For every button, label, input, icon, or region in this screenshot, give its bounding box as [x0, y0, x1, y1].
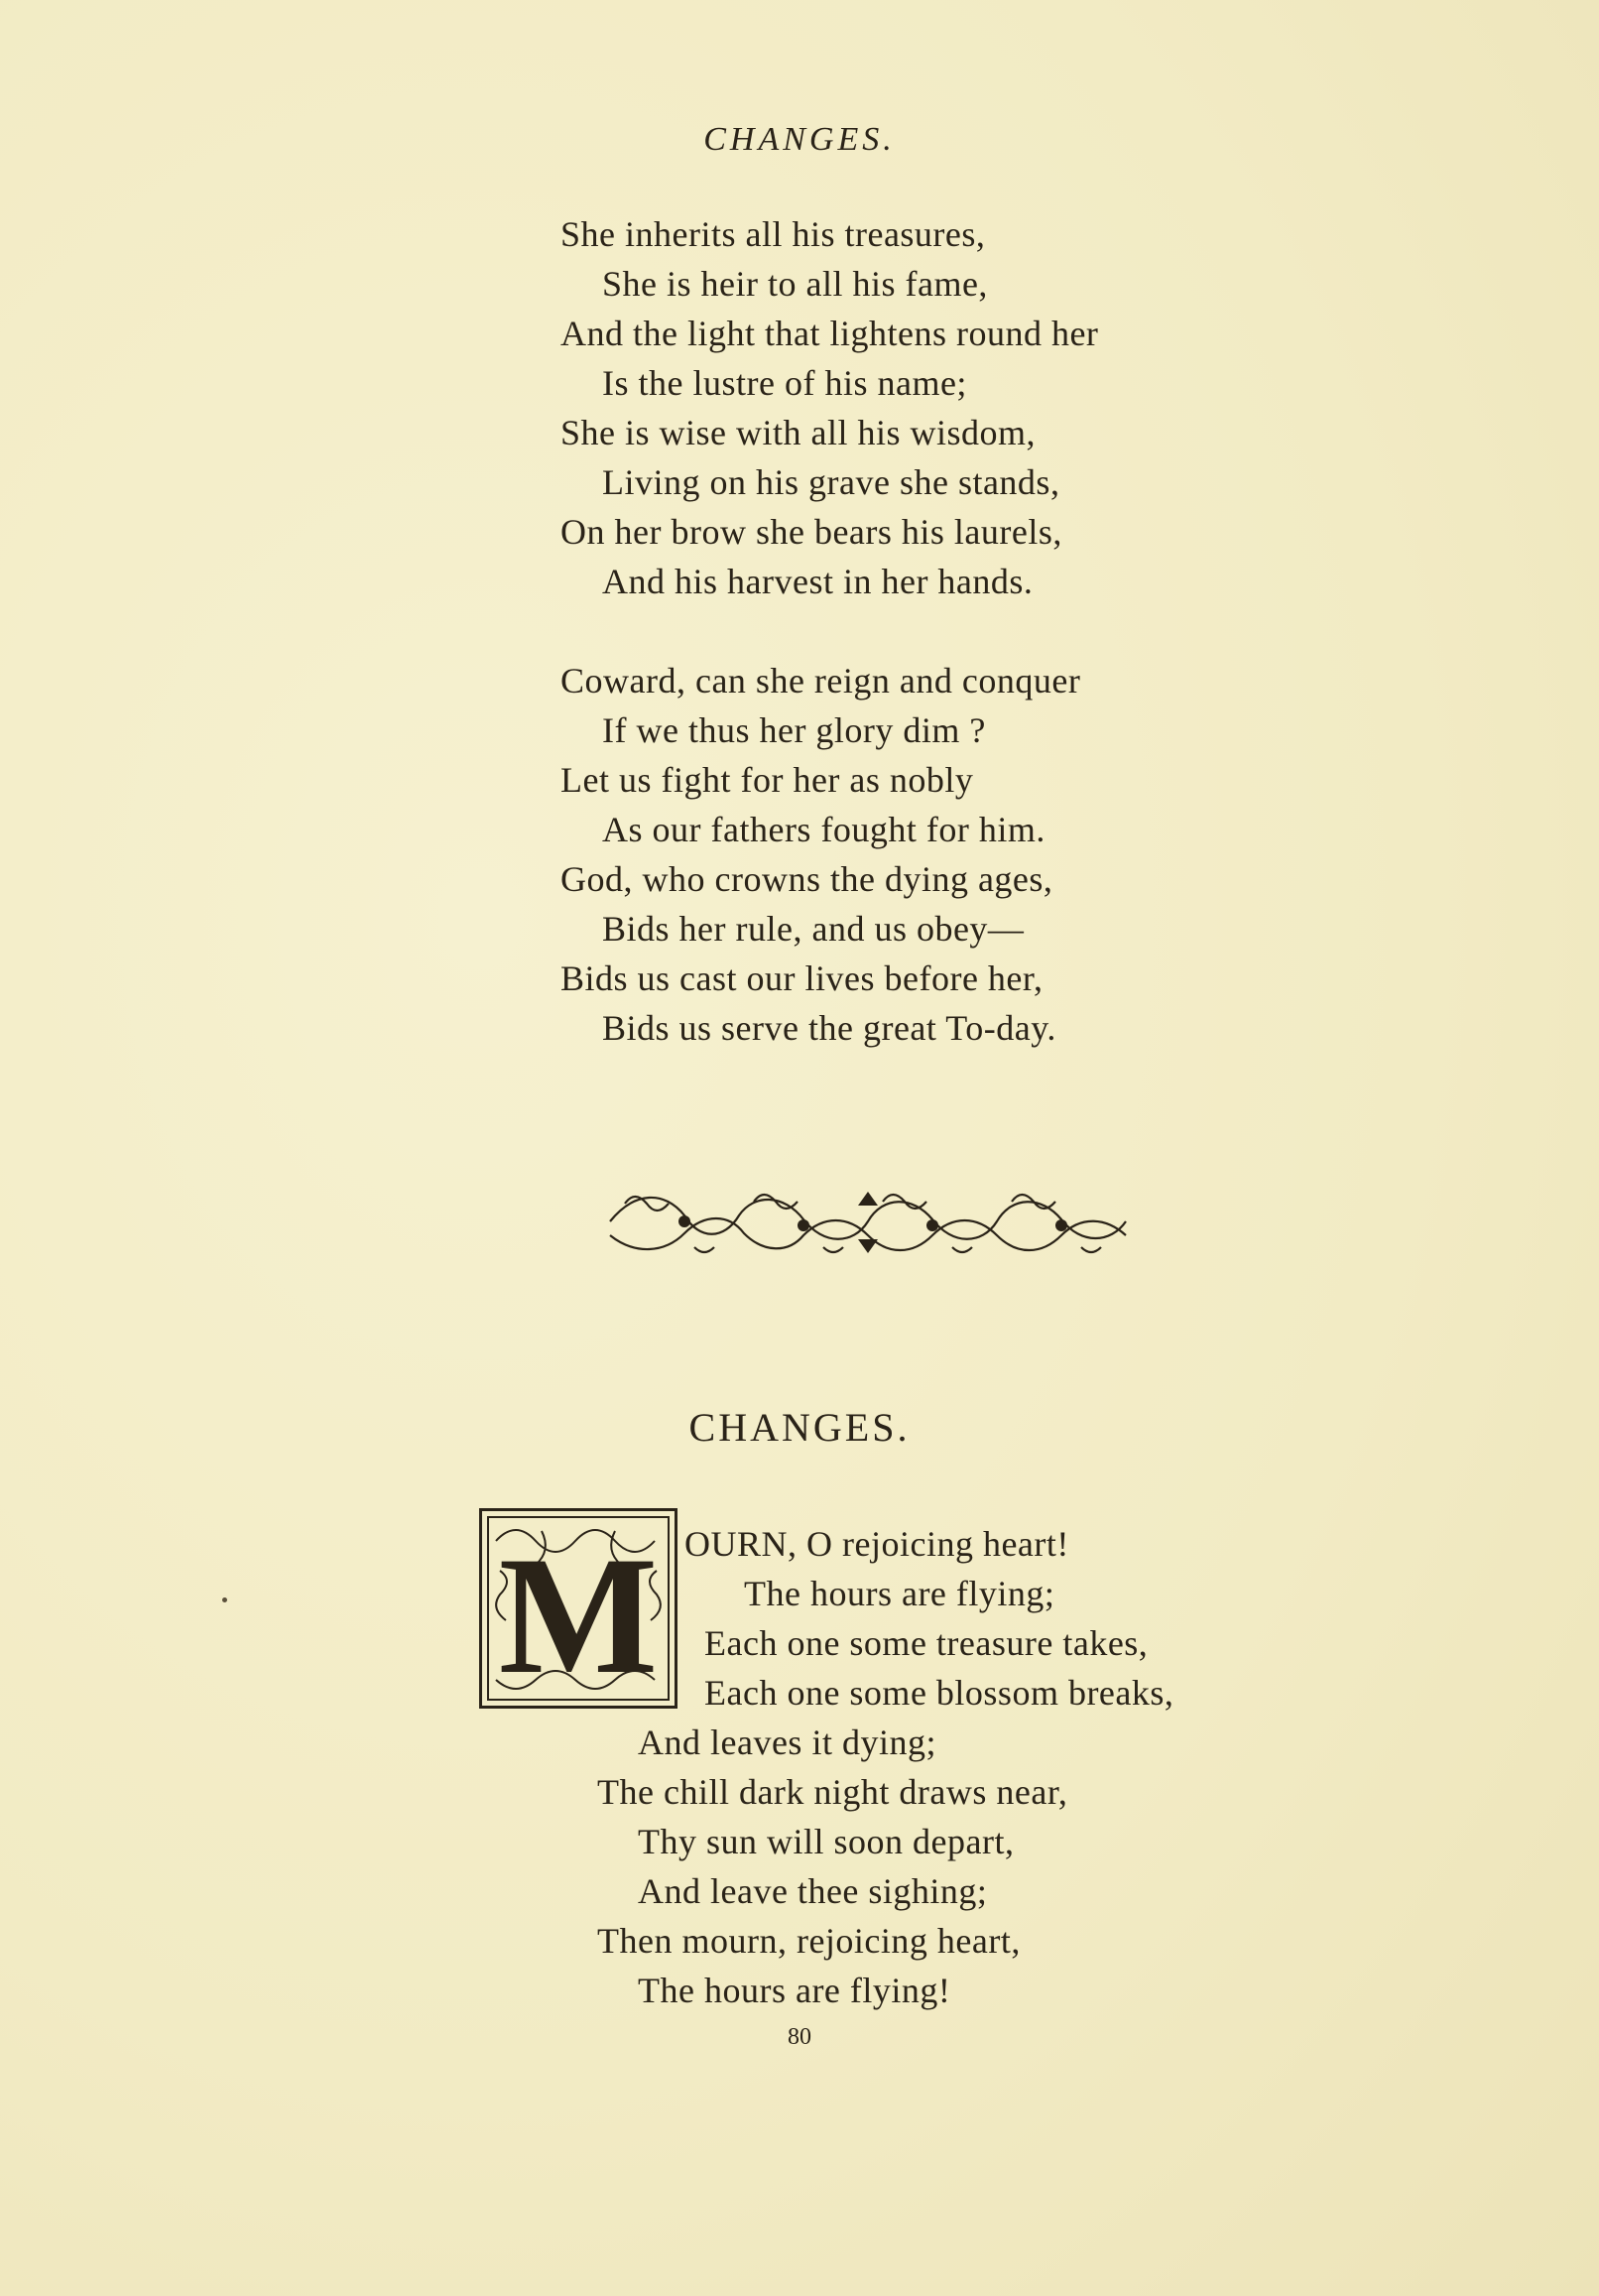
running-head: CHANGES. — [703, 121, 896, 158]
poem-line: And leave thee sighing; — [638, 1871, 988, 1911]
svg-text:M: M — [498, 1522, 659, 1706]
poem-line: If we thus her glory dim ? — [602, 710, 986, 750]
ornamental-letter-icon — [482, 1511, 675, 1706]
poem-line: And leaves it dying; — [638, 1722, 936, 1762]
paper-speck — [222, 1597, 227, 1602]
poem-line: Is the lustre of his name; — [602, 363, 967, 403]
poem-line: Each one some blossom breaks, — [704, 1673, 1174, 1713]
poem-title: CHANGES. — [688, 1405, 911, 1450]
poem-line: Coward, can she reign and conquer — [560, 661, 1081, 701]
poem-line: Bids us serve the great To-day. — [602, 1008, 1056, 1048]
poem-line: As our fathers fought for him. — [602, 810, 1046, 849]
page-number: 80 — [788, 2024, 811, 2050]
poem-line: The hours are flying! — [638, 1971, 951, 2010]
floral-ornament — [605, 1186, 1131, 1257]
poem-line: She is wise with all his wisdom, — [560, 413, 1037, 452]
poem-line: Then mourn, rejoicing heart, — [597, 1921, 1021, 1961]
poem-line: Bids her rule, and us obey— — [602, 909, 1025, 949]
poem-line: Living on his grave she stands, — [602, 462, 1060, 502]
poem-line: God, who crowns the dying ages, — [560, 859, 1053, 899]
poem-line: She is heir to all his fame, — [602, 264, 988, 304]
decorated-initial — [479, 1508, 677, 1709]
poem-line: Each one some treasure takes, — [704, 1623, 1149, 1663]
poem-line: She inherits all his treasures, — [560, 214, 986, 254]
poem-line: And the light that lightens round her — [560, 314, 1099, 353]
poem-line: On her brow she bears his laurels, — [560, 512, 1062, 552]
poem-line: OURN, O rejoicing heart! — [684, 1524, 1069, 1564]
poem-line: Thy sun will soon depart, — [638, 1822, 1015, 1861]
poem-line: Bids us cast our lives before her, — [560, 958, 1044, 998]
poem-line: And his harvest in her hands. — [602, 562, 1034, 601]
poem-line: The chill dark night draws near, — [597, 1772, 1068, 1812]
poem-line: Let us fight for her as nobly — [560, 760, 974, 800]
poem-line: The hours are flying; — [744, 1574, 1055, 1613]
